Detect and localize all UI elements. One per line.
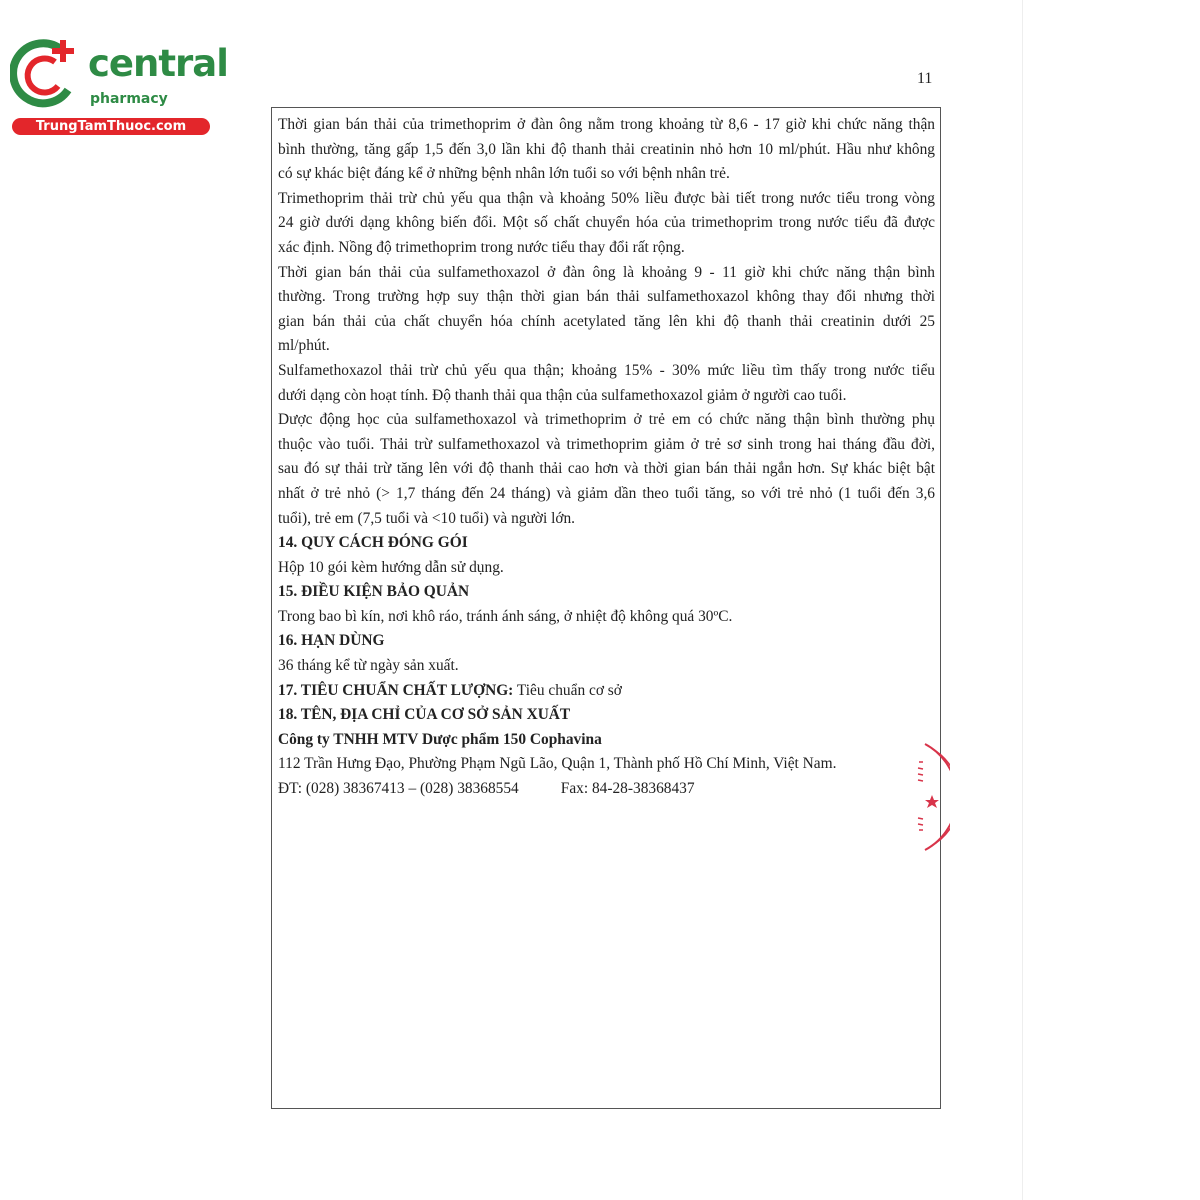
company-fax: Fax: 84-28-38368437 (560, 780, 695, 798)
paragraph-line: tuổi), trẻ em (7,5 tuổi và <10 tuổi) và người lớn. (278, 509, 576, 527)
company-stamp-icon (905, 740, 950, 855)
paragraph-line: Trimethoprim thải trừ chủ yếu qua thận và khoảng 50% liều được bài tiết trong nước tiểu trong vòng (278, 189, 935, 207)
logo-url: TrungTamThuoc.com (12, 118, 210, 135)
company-name: Công ty TNHH MTV Dược phẩm 150 Cophavina (278, 730, 602, 748)
paragraph-line: Thời gian bán thải của sulfamethoxazol ở đàn ông là khoảng 9 - 11 giờ khi chức năng thận bình (278, 263, 935, 281)
section-18-title: 18. TÊN, ĐỊA CHỈ CỦA CƠ SỞ SẢN XUẤT (278, 706, 571, 724)
section-14-text: Hộp 10 gói kèm hướng dẫn sử dụng. (278, 558, 504, 576)
section-17-title: 17. TIÊU CHUẨN CHẤT LƯỢNG: (278, 681, 514, 699)
paragraph-line: Thời gian bán thải của trimethoprim ở đàn ông nằm trong khoảng từ 8,6 - 17 giờ khi chức năng thận (278, 116, 935, 133)
document-body (278, 113, 935, 802)
page-number: 11 (917, 70, 933, 87)
paragraph-line: dưới dạng còn hoạt tính. Độ thanh thải qua thận của sulfamethoxazol giảm ở người cao tuổi. (278, 386, 847, 404)
section-16-title: 16. HẠN DÙNG (278, 632, 385, 650)
paragraph-line: Dược động học của sulfamethoxazol và trimethoprim ở trẻ em có chức năng thận bình thường phụ (278, 411, 935, 429)
paragraphs (278, 113, 935, 531)
paragraph-line: thường. Trong trường hợp suy thận thời gian bán thải sulfamethoxazol không thay đổi nhưng thời (278, 288, 935, 306)
paragraph-line: bình thường, tăng gấp 1,5 đến 3,0 lần khi độ thanh thải creatinin nhỏ hơn 10 ml/phút. Hầu như không (278, 140, 935, 158)
section-14-title: 14. QUY CÁCH ĐÓNG GÓI (278, 534, 468, 552)
company-phone: ĐT: (028) 38367413 – (028) 38368554 (278, 780, 519, 798)
paragraph-line: nhất ở trẻ nhỏ (> 1,7 tháng đến 24 tháng) và giảm dần theo tuổi tăng, so với trẻ nhỏ (1 tuổi đến 3,6 (278, 484, 935, 502)
paragraph-line: thuộc vào tuổi. Thải trừ sulfamethoxazol và trimethoprim giảm ở trẻ sơ sinh trong hai tháng đầu đời, (278, 435, 935, 453)
company-address: 112 Trần Hưng Đạo, Phường Phạm Ngũ Lão, Quận 1, Thành phố Hồ Chí Minh, Việt Nam. (278, 755, 837, 773)
central-pharmacy-logo (10, 38, 228, 138)
page-edge (1022, 0, 1023, 1200)
logo-sub: pharmacy (90, 91, 168, 107)
section-15-text: Trong bao bì kín, nơi khô ráo, tránh ánh sáng, ở nhiệt độ không quá 30ºC. (278, 607, 733, 625)
section-17-text: Tiêu chuẩn cơ sở (513, 681, 622, 699)
paragraph-line: Sulfamethoxazol thải trừ chủ yếu qua thận; khoảng 15% - 30% mức liều tìm thấy trong nước tiểu (278, 361, 935, 379)
paragraph-line: 24 giờ dưới dạng không biến đổi. Một số chất chuyển hóa của trimethoprim trong nước tiểu đã được (278, 214, 935, 232)
pharmacy-cross-logo-icon (10, 38, 85, 113)
logo-brand: central (88, 42, 228, 85)
paragraph-line: ml/phút. (278, 337, 330, 355)
paragraph-line: có sự khác biệt đáng kể ở những bệnh nhân lớn tuổi so với bệnh nhân trẻ. (278, 165, 730, 183)
paragraph-line: gian bán thải của chất chuyển hóa chính acetylated tăng lên khi độ thanh thải creatinin dưới 25 (278, 312, 935, 330)
section-15-title: 15. ĐIỀU KIỆN BẢO QUẢN (278, 583, 470, 601)
section-16-text: 36 tháng kể từ ngày sản xuất. (278, 657, 459, 675)
paragraph-line: sau đó sự thải trừ tăng lên với độ thanh thải cao hơn và thời gian bán thải ngắn hơn. Sự khác biệt bật (278, 460, 935, 478)
paragraph-line: xác định. Nồng độ trimethoprim trong nước tiểu thay đổi rất rộng. (278, 238, 685, 256)
